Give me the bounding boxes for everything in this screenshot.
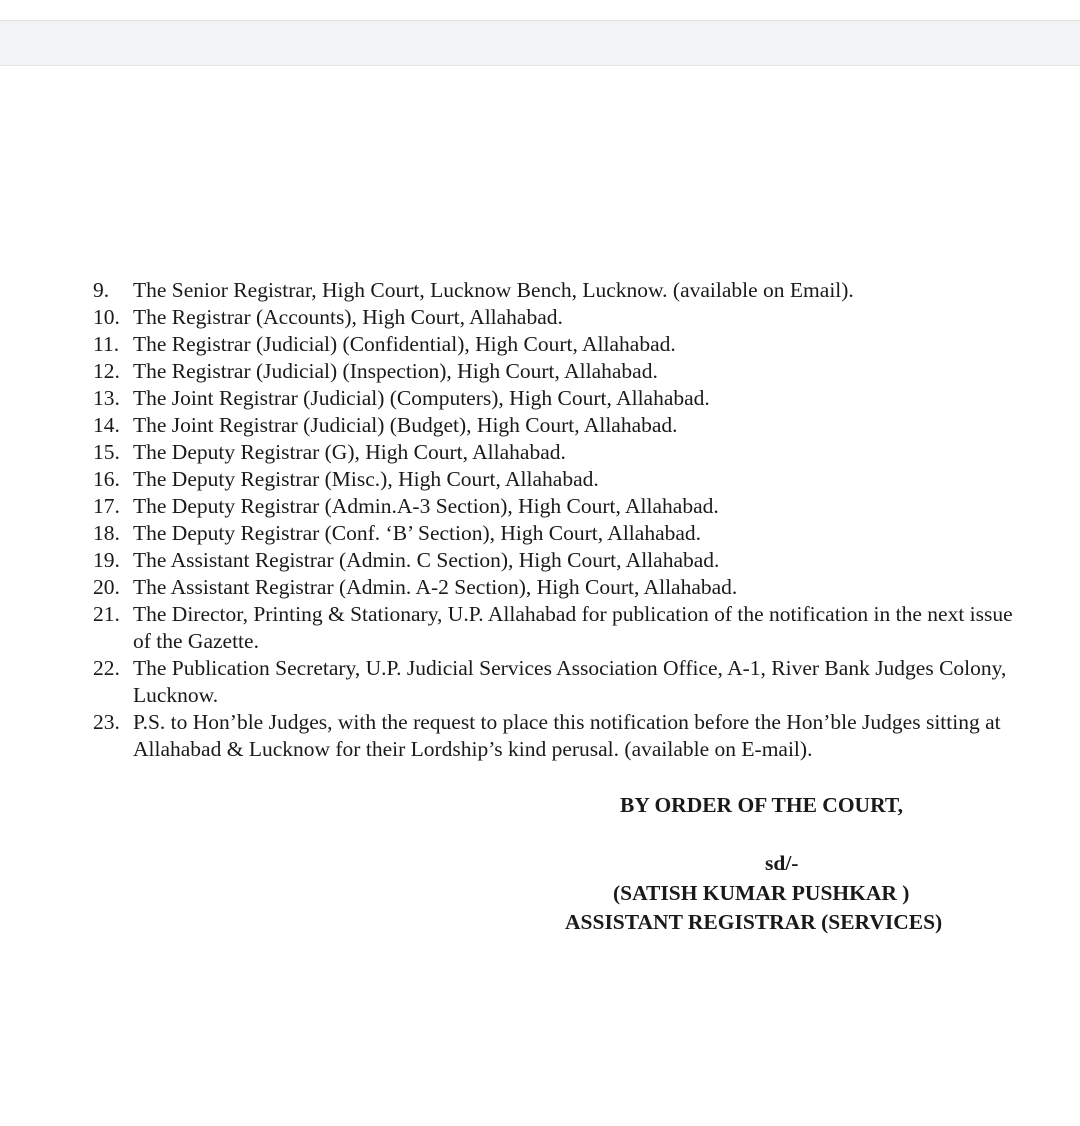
item-number: 18. bbox=[93, 521, 120, 545]
item-text: The Senior Registrar, High Court, Lucknow Bench, Lucknow. (available on Email). bbox=[133, 278, 854, 302]
list-item bbox=[0, 520, 1033, 547]
item-number: 17. bbox=[93, 494, 120, 518]
list-item bbox=[0, 277, 1033, 304]
list-item bbox=[0, 304, 1033, 331]
status-area bbox=[0, 0, 1080, 20]
item-text: The Joint Registrar (Judicial) (Computers), High Court, Allahabad. bbox=[133, 386, 710, 410]
list-item bbox=[0, 358, 1033, 385]
item-number: 12. bbox=[93, 359, 120, 383]
item-text: The Assistant Registrar (Admin. A-2 Section), High Court, Allahabad. bbox=[133, 575, 738, 599]
recipient-list bbox=[0, 277, 1080, 763]
list-item bbox=[0, 655, 1033, 709]
item-number: 19. bbox=[93, 548, 120, 572]
item-number: 21. bbox=[93, 602, 120, 626]
item-text: The Director, Printing & Stationary, U.P. Allahabad for publication of the notification in the next issue of the Gazette. bbox=[133, 602, 1013, 653]
list-item bbox=[0, 331, 1033, 358]
item-number: 22. bbox=[93, 656, 120, 680]
item-text: P.S. to Hon’ble Judges, with the request to place this notification before the Hon’ble Judges sitting at Allahabad & Lucknow for their Lordship’s kind perusal. (available on E-mail). bbox=[133, 710, 1001, 761]
order-line: BY ORDER OF THE COURT, bbox=[620, 793, 903, 817]
item-text: The Registrar (Judicial) (Confidential), High Court, Allahabad. bbox=[133, 332, 676, 356]
item-number: 16. bbox=[93, 467, 120, 491]
signatory-designation: ASSISTANT REGISTRAR (SERVICES) bbox=[565, 910, 943, 934]
item-text: The Registrar (Judicial) (Inspection), High Court, Allahabad. bbox=[133, 359, 658, 383]
list-item bbox=[0, 709, 1033, 763]
list-item bbox=[0, 412, 1033, 439]
item-text: The Joint Registrar (Judicial) (Budget), High Court, Allahabad. bbox=[133, 413, 678, 437]
item-number: 14. bbox=[93, 413, 120, 437]
item-text: The Publication Secretary, U.P. Judicial Services Association Office, A-1, River Bank Judges Colony, Lucknow. bbox=[133, 656, 1007, 707]
item-number: 20. bbox=[93, 575, 120, 599]
item-text: The Assistant Registrar (Admin. C Section), High Court, Allahabad. bbox=[133, 548, 720, 572]
signatory-name: (SATISH KUMAR PUSHKAR ) bbox=[613, 881, 910, 905]
item-number: 9. bbox=[93, 278, 110, 302]
document-viewer-toolbar bbox=[0, 20, 1080, 66]
document-page bbox=[0, 66, 1080, 1126]
item-text: The Deputy Registrar (G), High Court, Allahabad. bbox=[133, 440, 566, 464]
item-text: The Registrar (Accounts), High Court, Allahabad. bbox=[133, 305, 563, 329]
item-text: The Deputy Registrar (Misc.), High Court, Allahabad. bbox=[133, 467, 599, 491]
item-text: The Deputy Registrar (Admin.A-3 Section), High Court, Allahabad. bbox=[133, 494, 719, 518]
list-item bbox=[0, 493, 1033, 520]
item-text: The Deputy Registrar (Conf. ‘B’ Section), High Court, Allahabad. bbox=[133, 521, 702, 545]
list-item bbox=[0, 601, 1033, 655]
item-number: 11. bbox=[93, 332, 120, 356]
item-number: 10. bbox=[93, 305, 120, 329]
list-item bbox=[0, 439, 1033, 466]
signed-mark: sd/- bbox=[765, 851, 799, 875]
item-number: 23. bbox=[93, 710, 120, 734]
list-item bbox=[0, 466, 1033, 493]
item-number: 13. bbox=[93, 386, 120, 410]
item-number: 15. bbox=[93, 440, 120, 464]
list-item bbox=[0, 385, 1033, 412]
list-item bbox=[0, 547, 1033, 574]
list-item bbox=[0, 574, 1033, 601]
